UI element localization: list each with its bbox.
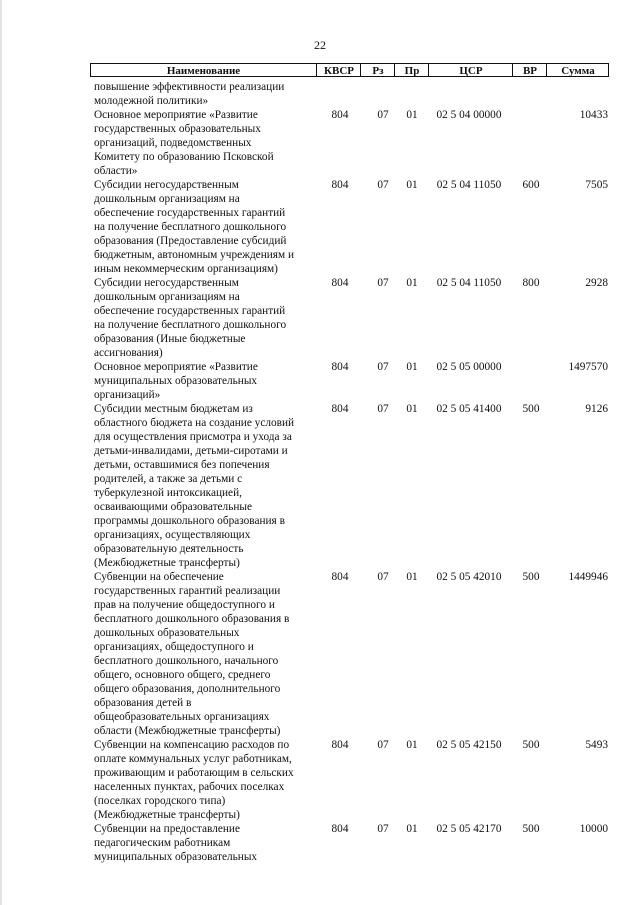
row-sum: 5493 (585, 739, 608, 751)
row-sum: 1497570 (568, 361, 608, 373)
header-csr: ЦСР (428, 64, 513, 76)
row-name-line: на получение бесплатного дошкольного (94, 319, 287, 331)
row-name-line: бесплатного дошкольного образования в (94, 613, 290, 625)
row-name-line: (Межбюджетные трансферты) (94, 557, 240, 569)
row-pr: 01 (406, 109, 418, 121)
row-name-line: молодежной политики» (94, 95, 209, 107)
row-vr: 500 (522, 571, 540, 583)
row-name-line: области» (94, 165, 138, 177)
row-name-line: области (Межбюджетные трансферты) (94, 725, 281, 737)
row-name-line: обеспечение государственных гарантий (94, 305, 286, 317)
row-name-line: для осуществления присмотра и ухода за (94, 431, 292, 443)
row-name (94, 822, 310, 864)
row-name-line: программы дошкольного образования в (94, 515, 285, 527)
row-kvsr: 804 (331, 361, 349, 373)
row-rz: 07 (377, 361, 389, 373)
row-name (94, 738, 310, 822)
row-sum: 10000 (579, 823, 608, 835)
row-pr: 01 (406, 179, 418, 191)
table-row (94, 178, 609, 276)
row-kvsr: 804 (331, 179, 349, 191)
row-kvsr: 804 (331, 571, 349, 583)
row-name-line: Субвенции на компенсацию расходов по (94, 739, 290, 751)
row-name-line: организаций, подведомственных (94, 137, 252, 149)
row-name-line: дошкольных образовательных (94, 627, 240, 639)
table-row (94, 822, 609, 864)
row-rz: 07 (377, 571, 389, 583)
row-sum: 2928 (585, 277, 608, 289)
row-name-line: Основное мероприятие «Развитие (94, 361, 258, 373)
row-name-line: Субсидии негосударственным (94, 179, 239, 191)
row-name-line: (Межбюджетные трансферты) (94, 809, 240, 821)
row-sum: 10433 (579, 109, 608, 121)
row-name (94, 80, 310, 108)
row-rz: 07 (377, 823, 389, 835)
table-body (94, 80, 609, 864)
row-name-line: Субсидии негосударственным (94, 277, 239, 289)
table-row (94, 570, 609, 738)
row-csr: 02 5 05 00000 (436, 361, 502, 373)
row-name (94, 360, 310, 402)
row-name-line: педагогическим работникам (94, 837, 231, 849)
row-pr: 01 (406, 361, 418, 373)
row-name-line: Основное мероприятие «Развитие (94, 109, 258, 121)
row-name-line: областного бюджета на создание условий (94, 417, 295, 429)
row-name-line: общего, основного общего, среднего (94, 669, 271, 681)
row-name-line: Субвенции на обеспечение (94, 571, 224, 583)
row-pr: 01 (406, 739, 418, 751)
row-name-line: на получение бесплатного дошкольного (94, 221, 287, 233)
row-name (94, 108, 310, 178)
table-row (94, 80, 609, 108)
row-name-line: Комитету по образованию Псковской (94, 151, 274, 163)
scan-edge-shadow (0, 0, 2, 905)
row-name (94, 570, 310, 738)
row-name-line: государственных гарантий реализации (94, 585, 281, 597)
row-rz: 07 (377, 403, 389, 415)
row-vr: 500 (522, 403, 540, 415)
row-csr: 02 5 04 11050 (436, 179, 502, 191)
row-name-line: дошкольным организациям на (94, 193, 240, 205)
header-vr: ВР (512, 64, 547, 76)
row-pr: 01 (406, 403, 418, 415)
header-rz: Рз (360, 64, 395, 76)
row-name-line: прав на получение общедоступного и (94, 599, 275, 611)
row-name-line: муниципальных образовательных (94, 375, 258, 387)
row-vr: 600 (522, 179, 540, 191)
row-csr: 02 5 04 11050 (436, 277, 502, 289)
row-vr: 800 (522, 277, 540, 289)
table-row (94, 360, 609, 402)
row-kvsr: 804 (331, 403, 349, 415)
row-name-line: проживающим и работающим в сельских (94, 767, 294, 779)
row-name-line: государственных образовательных (94, 123, 261, 135)
row-name-line: муниципальных образовательных (94, 851, 258, 863)
table-row (94, 738, 609, 822)
row-name-line: образования детей в (94, 697, 192, 709)
header-name: Наименование (166, 65, 241, 77)
row-csr: 02 5 04 00000 (436, 109, 502, 121)
row-name (94, 276, 310, 360)
row-name-line: населенных пунктах, рабочих поселках (94, 781, 285, 793)
row-rz: 07 (377, 277, 389, 289)
row-pr: 01 (406, 277, 418, 289)
table-row (94, 276, 609, 360)
row-name-line: детьми-инвалидами, детьми-сиротами и (94, 445, 288, 457)
table-row (94, 402, 609, 570)
row-name-line: (поселках городского типа) (94, 795, 226, 807)
row-name-line: осваивающими образовательные (94, 501, 252, 513)
row-csr: 02 5 05 42170 (436, 823, 502, 835)
row-pr: 01 (406, 571, 418, 583)
row-name-line: общеобразовательных организациях (94, 711, 270, 723)
row-name-line: оплате коммунальных услуг работникам, (94, 753, 292, 765)
row-kvsr: 804 (331, 277, 349, 289)
row-name-line: ассигнования) (94, 347, 163, 359)
header-sum: Сумма (546, 64, 609, 76)
row-kvsr: 804 (331, 109, 349, 121)
row-name (94, 402, 310, 570)
row-pr: 01 (406, 823, 418, 835)
row-name-line: Субвенции на предоставление (94, 823, 240, 835)
table-row (94, 108, 609, 178)
row-sum: 7505 (585, 179, 608, 191)
row-csr: 02 5 05 41400 (436, 403, 502, 415)
header-kvsr: КВСР (316, 64, 361, 76)
row-sum: 1449946 (568, 571, 608, 583)
row-rz: 07 (377, 109, 389, 121)
row-name-line: образовательную деятельность (94, 543, 244, 555)
row-csr: 02 5 05 42150 (436, 739, 502, 751)
header-pr: Пр (394, 64, 429, 76)
row-name-line: организаций» (94, 389, 161, 401)
row-name-line: организациях, общедоступного и (94, 641, 254, 653)
page-number: 22 (314, 38, 326, 52)
row-name-line: образования (Иные бюджетные (94, 333, 246, 345)
row-name-line: повышение эффективности реализации (94, 81, 285, 93)
row-name-line: бюджетным, автономным учреждениям и (94, 249, 295, 261)
row-kvsr: 804 (331, 739, 349, 751)
row-sum: 9126 (585, 403, 608, 415)
row-name-line: детьми, оставшимися без попечения (94, 459, 270, 471)
row-name-line: бесплатного дошкольного, начального (94, 655, 279, 667)
row-name-line: обеспечение государственных гарантий (94, 207, 286, 219)
row-rz: 07 (377, 179, 389, 191)
row-name-line: общего образования, дополнительного (94, 683, 281, 695)
row-name-line: Субсидии местным бюджетам из (94, 403, 253, 415)
row-csr: 02 5 05 42010 (436, 571, 502, 583)
row-name-line: образования (Предоставление субсидий (94, 235, 287, 247)
row-name (94, 178, 310, 276)
row-name-line: иным некоммерческим организациям) (94, 263, 278, 275)
table-header (90, 63, 609, 77)
row-kvsr: 804 (331, 823, 349, 835)
row-vr: 500 (522, 739, 540, 751)
row-name-line: дошкольным организациям на (94, 291, 240, 303)
row-vr: 500 (522, 823, 540, 835)
row-name-line: родителей, а также за детьми с (94, 473, 243, 485)
row-name-line: туберкулезной интоксикацией, (94, 487, 242, 499)
row-name-line: организациях, осуществляющих (94, 529, 251, 541)
row-rz: 07 (377, 739, 389, 751)
